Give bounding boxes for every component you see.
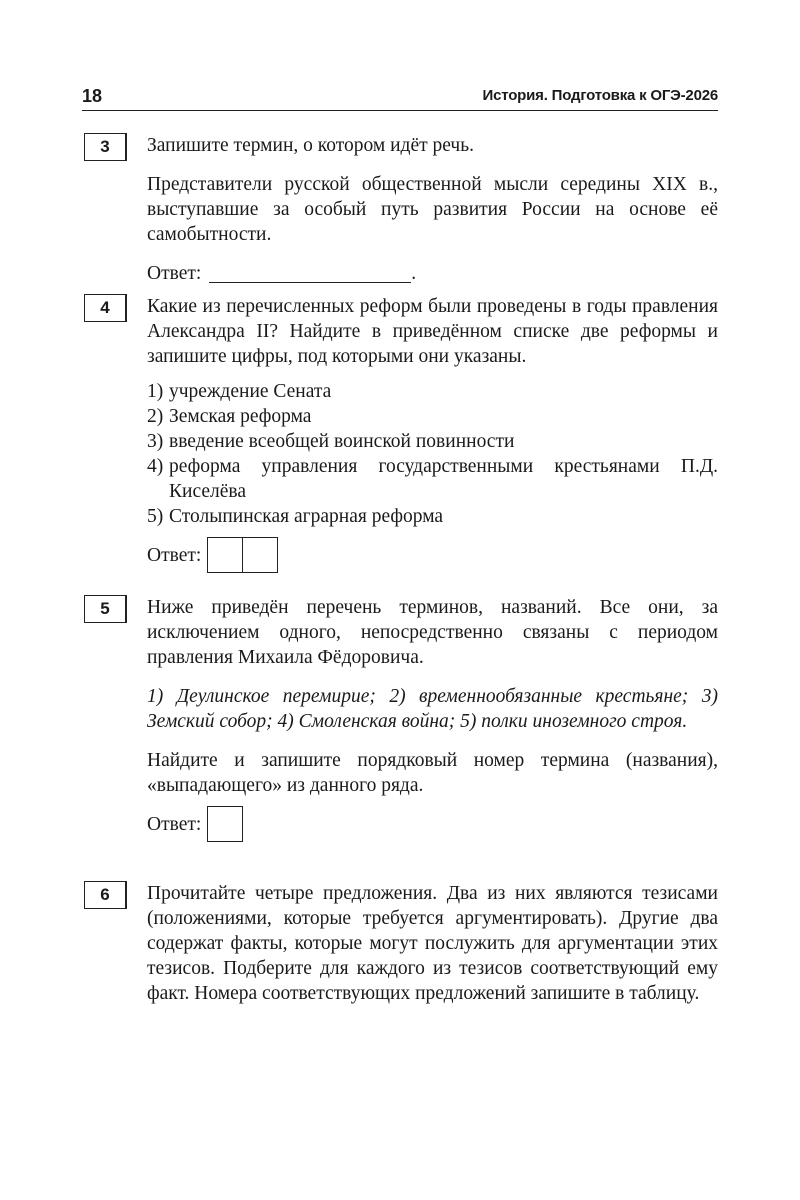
reform-list [147,379,718,529]
task-number-box: 4 [84,294,126,322]
answer-cell[interactable] [208,538,242,572]
term-list: 1) Деулинское перемирие; 2) временнообязанные крестьяне; 3) Земский собор; 4) Смоленская война; 5) полки иноземного строя. [147,686,718,732]
answer-row [147,537,718,573]
list-item: 4) реформа управления государственными крестьянами П.Д. Киселёва [147,456,718,502]
task-instruction: Найдите и запишите порядковый номер термина (названия), «выпадающего» из данного ряда. [147,750,718,796]
task-number-box: 3 [84,133,126,161]
list-item: 3) введение всеобщей воинской повинности [147,431,515,452]
answer-cell[interactable] [242,538,277,572]
answer-cell[interactable] [208,807,242,841]
answer-label: Ответ: [147,544,202,566]
task-prompt: Какие из перечисленных реформ были проведены в годы правления Александра II? Найдите в приведённом списке две реформы и запишите цифры, под которыми они указаны. [147,296,718,367]
task-number-bar [126,133,133,161]
task-number-box: 6 [84,881,126,909]
task-body [147,133,718,291]
list-item: 1) учреждение Сената [147,381,332,402]
answer-label: Ответ: [147,262,202,284]
answer-suffix: . [411,262,417,284]
task-number-bar [126,595,133,623]
answer-cells [207,806,243,842]
task-body [147,595,718,842]
task-prompt: Ниже приведён перечень терминов, названий. Все они, за исключением одного, непосредственно связаны с периодом правления Михаила Фёдоровича. [147,597,718,668]
page-header [82,86,718,111]
task-number-bar [126,294,133,322]
list-item: 5) Столыпинская аграрная реформа [147,506,444,527]
answer-row [147,255,718,291]
answer-label: Ответ: [147,813,202,835]
task-prompt: Прочитайте четыре предложения. Два из них являются тезисами (положениями, которые требуется аргументировать). Другие два содержат факты, которые могут послужить для аргументации этих тезисов. Подберите для каждого из тезисов соответствующий ему факт. Номера соответствующих предложений запишите в таблицу. [147,883,718,1004]
page-number: 18 [82,86,103,106]
running-title: История. Подготовка к ОГЭ-2026 [482,87,718,104]
task-text: Представители русской общественной мысли середины XIX в., выступавшие за особый путь развития России на основе её самобытности. [147,174,718,245]
answer-row [147,806,718,842]
task-prompt: Запишите термин, о котором идёт речь. [147,135,474,156]
task-number-box: 5 [84,595,126,623]
task-body [147,294,718,573]
answer-cells [207,537,278,573]
answer-line-input[interactable] [209,264,411,283]
task-body [147,881,718,1006]
list-item: 2) Земская реформа [147,406,312,427]
task-number-bar [126,881,133,909]
